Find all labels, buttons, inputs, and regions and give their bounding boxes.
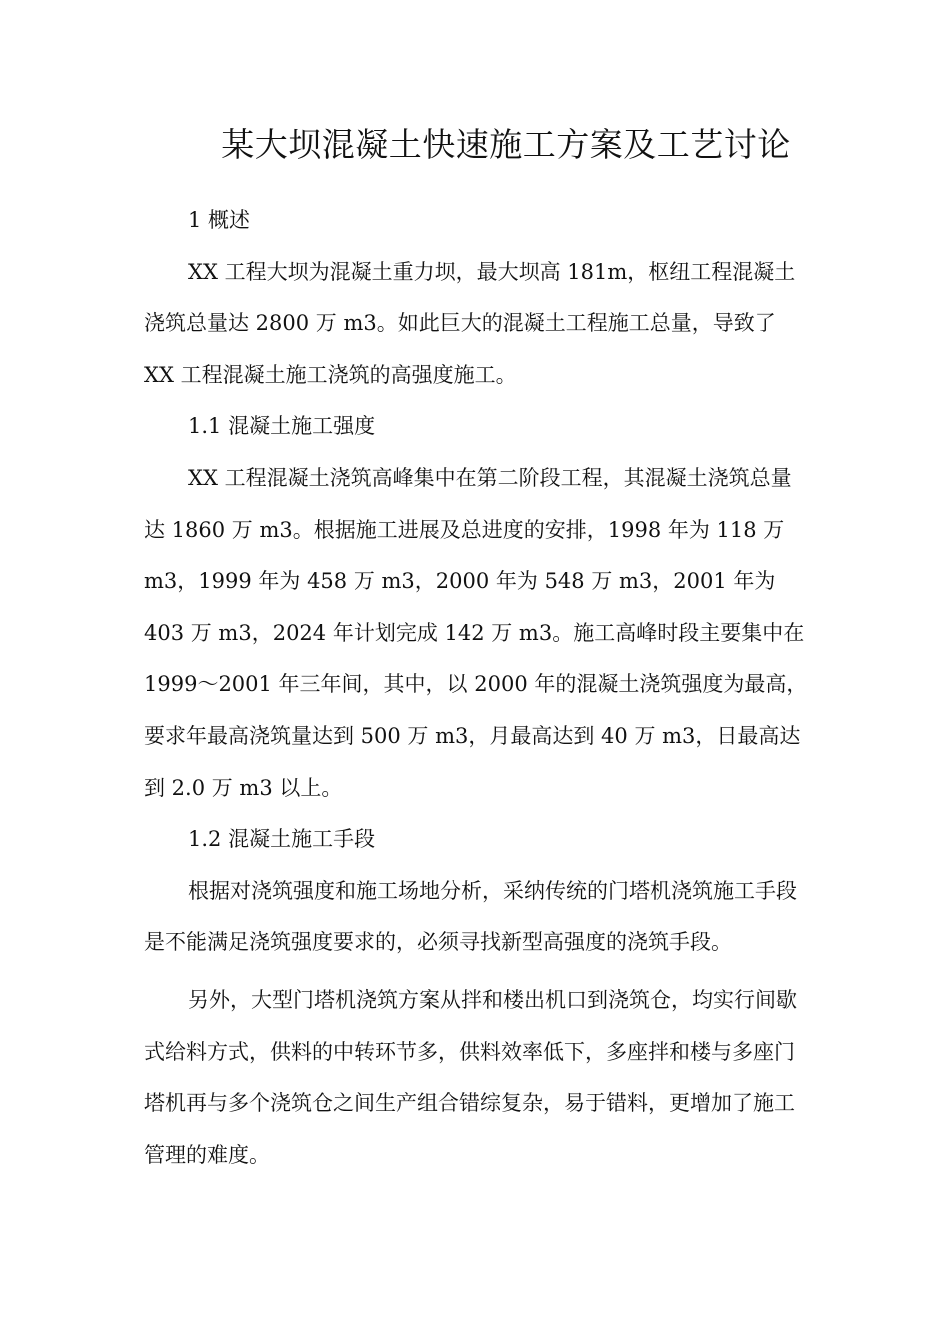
paragraph-overview: XX 工程大坝为混凝土重力坝，最大坝高 181m，枢纽工程混凝土浇筑总量达 2800 万 m3。如此巨大的混凝土工程施工总量，导致了 XX 工程混凝土施工浇筑的高强度施工。 <box>144 259 796 387</box>
section-heading-overview: 1 概述 <box>188 208 251 232</box>
section-heading-construction-intensity: 1.1 混凝土施工强度 <box>188 414 376 439</box>
paragraph-construction-means: 根据对浇筑强度和施工场地分析，采纳传统的门塔机浇筑施工手段是不能满足浇筑强度要求的，必须寻找新型高强度的浇筑手段。 <box>144 878 797 955</box>
section-heading-construction-means: 1.2 混凝土施工手段 <box>188 827 376 852</box>
paragraph-crane-scheme: 另外，大型门塔机浇筑方案从拌和楼出机口到浇筑仓，均实行间歇式给料方式，供料的中转环节多，供料效率低下，多座拌和楼与多座门塔机再与多个浇筑仓之间生产组合错综复杂，易于错料，更增加了施工管理的难度。 <box>144 987 797 1167</box>
paragraph-construction-intensity: XX 工程混凝土浇筑高峰集中在第二阶段工程，其混凝土浇筑总量达 1860 万 m3。根据施工进展及总进度的安排，1998 年为 118 万 m3，1999 年为 458 万 m3，2000 年为 548 万 m3，2001 年为 403 万 m3，2024 年计划完成 142 万 m3。施工高峰时段主要集中在 1999～2001 年三年间，其中，以 2000 年的混凝土浇筑强度为最高，要求年最高浇筑量达到 500 万 m3，月最高达到 40 万 m3，日最高达到 2.0 万 m3 以上。 <box>144 465 808 800</box>
document-title: 某大坝混凝土快速施工方案及工艺讨论 <box>221 125 791 164</box>
document-body <box>144 195 809 1181</box>
